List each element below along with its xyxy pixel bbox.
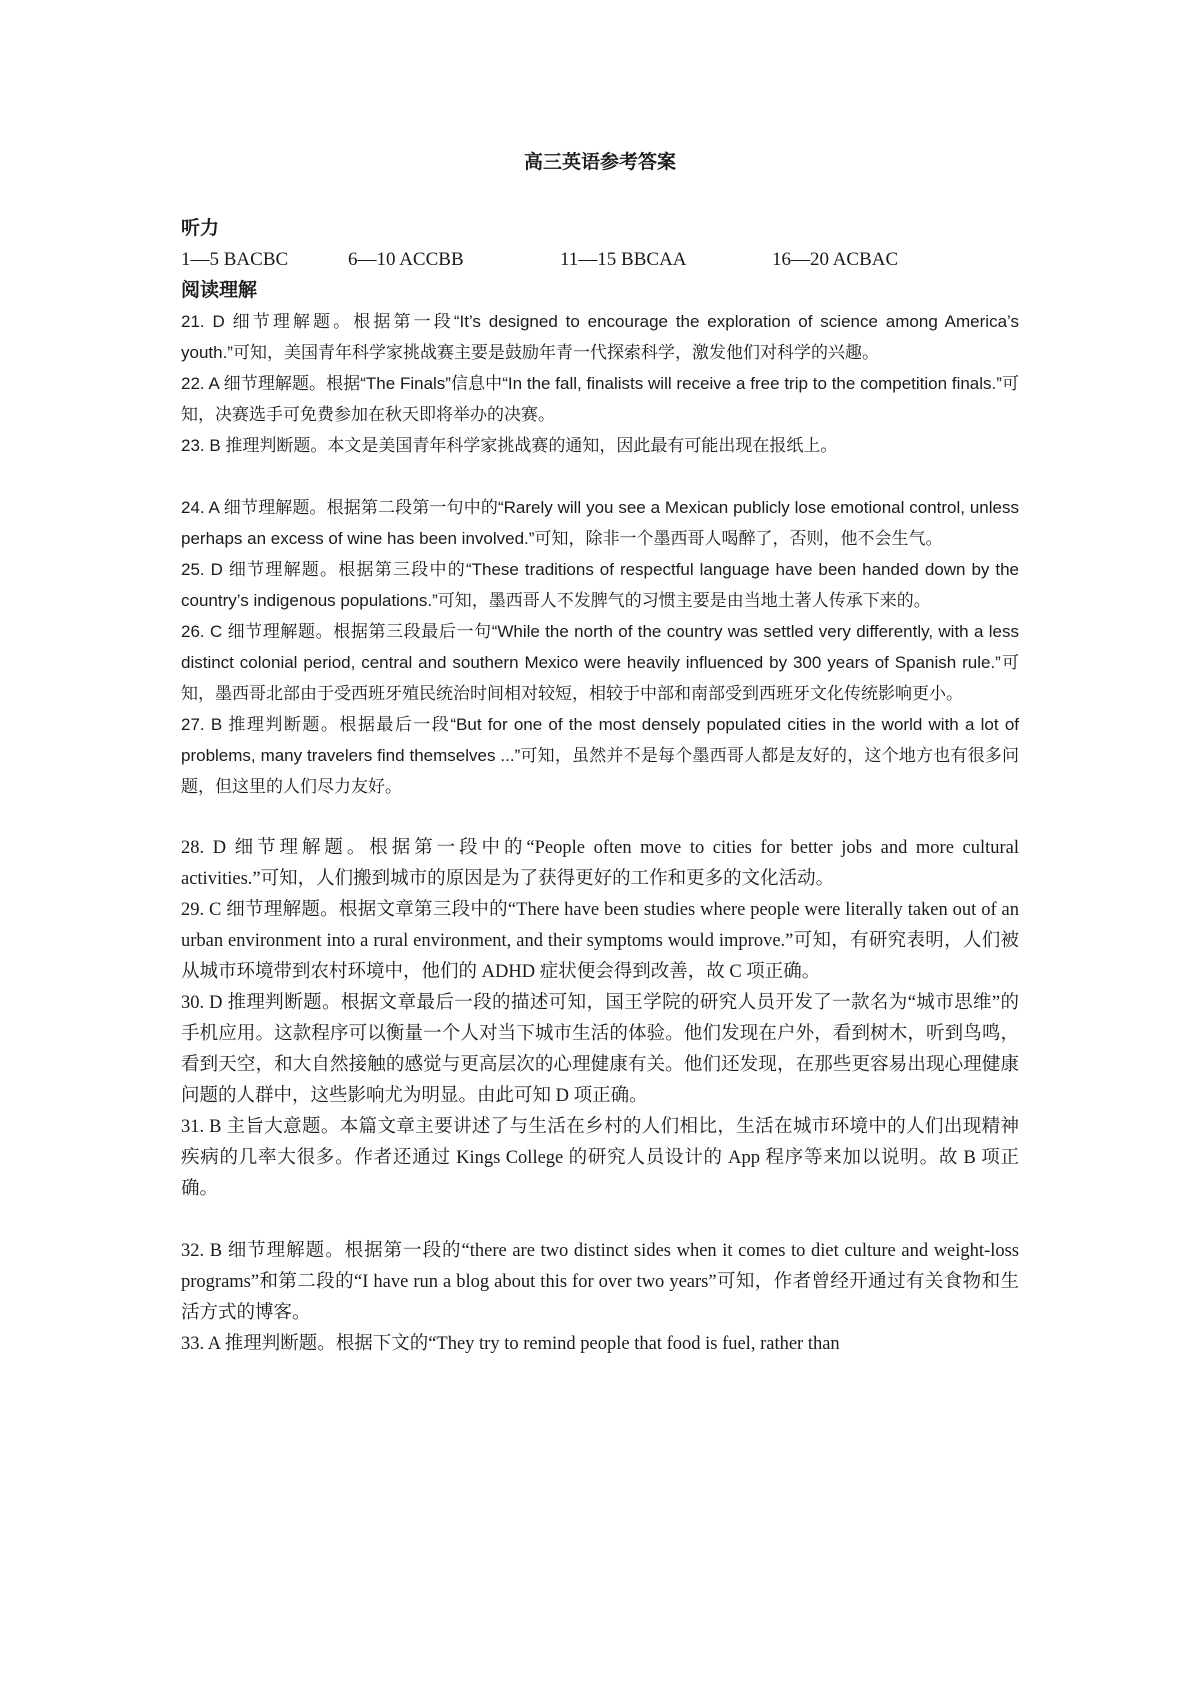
answer-content [181,213,1019,1360]
page-title: 高三英语参考答案 [523,151,676,173]
listening-group-4: 16—20 ACBAC [772,249,899,270]
answer-23: 23. B 推理判断题。本文是美国青年科学家挑战赛的通知，因此最有可能出现在报纸上。 [181,436,838,455]
answer-24: 24. A 细节理解题。根据第二段第一句中的“Rarely will you see a Mexican publicly lose emotional control, unless perhaps an excess of wine has been involved.”可知，除非一个墨西哥人喝醉了，否则，他不会生气。 [181,498,1019,548]
passage-gap [181,802,1019,833]
answer-22: 22. A 细节理解题。根据“The Finals”信息中“In the fall, finalists will receive a free trip to the competition finals.”可知，决赛选手可免费参加在秋天即将举办的决赛。 [181,374,1019,424]
passage-gap [181,1205,1019,1236]
answer-29: 29. C 细节理解题。根据文章第三段中的“There have been studies where people were literally taken out of an urban environment into a rural environment, and their symptoms would improve.”可知，有研究表明，人们被从城市环境带到农村环境中，他们的 ADHD 症状便会得到改善，故 C 项正确。 [181,900,1019,982]
answer-21: 21. D 细节理解题。根据第一段“It’s designed to encourage the exploration of science among America’s youth.”可知，美国青年科学家挑战赛主要是鼓励年青一代探索科学，激发他们对科学的兴趣。 [181,312,1019,362]
passage-gap [181,461,1019,492]
answer-27: 27. B 推理判断题。根据最后一段“But for one of the most densely populated cities in the world with a lot of problems, many travelers find themselves ...”可知，虽然并不是每个墨西哥人都是友好的，这个地方也有很多问题，但这里的人们尽力友好。 [181,715,1019,796]
listening-group-2: 6—10 ACCBB [348,249,464,270]
answer-30: 30. D 推理判断题。根据文章最后一段的描述可知，国王学院的研究人员开发了一款名为“城市思维”的手机应用。这款程序可以衡量一个人对当下城市生活的体验。他们发现在户外，看到树木，听到鸟鸣，看到天空，和大自然接触的感觉与更高层次的心理健康有关。他们还发现，在那些更容易出现心理健康问题的人群中，这些影响尤为明显。由此可知 D 项正确。 [181,993,1019,1106]
listening-group-1: 1—5 BACBC [181,249,289,270]
answer-28: 28. D 细节理解题。根据第一段中的“People often move to cities for better jobs and more cultural activities.”可知，人们搬到城市的原因是为了获得更好的工作和更多的文化活动。 [181,838,1019,889]
listening-answers [181,244,1019,275]
answer-25: 25. D 细节理解题。根据第三段中的“These traditions of respectful language have been handed down by the country’s indigenous populations.”可知，墨西哥人不发脾气的习惯主要是由当地土著人传承下来的。 [181,560,1019,610]
answer-32: 32. B 细节理解题。根据第一段的“there are two distinct sides when it comes to diet culture and weight-loss programs”和第二段的“I have run a blog about this for over two years”可知，作者曾经开通过有关食物和生活方式的博客。 [181,1241,1019,1323]
reading-heading: 阅读理解 [181,279,258,301]
listening-group-3: 11—15 BBCAA [560,249,687,270]
answer-33: 33. A 推理判断题。根据下文的“They try to remind people that food is fuel, rather than [181,1334,840,1354]
answer-31: 31. B 主旨大意题。本篇文章主要讲述了与生活在乡村的人们相比，生活在城市环境中的人们出现精神疾病的几率大很多。作者还通过 Kings College 的研究人员设计的 App 程序等来加以说明。故 B 项正确。 [181,1117,1019,1199]
listening-heading: 听力 [181,217,220,239]
answer-26: 26. C 细节理解题。根据第三段最后一句“While the north of the country was settled very differently, with a less distinct colonial period, central and southern Mexico were heavily influenced by 300 years of Spanish rule.”可知，墨西哥北部由于受西班牙殖民统治时间相对较短，相较于中部和南部受到西班牙文化传统影响更小。 [181,622,1019,703]
